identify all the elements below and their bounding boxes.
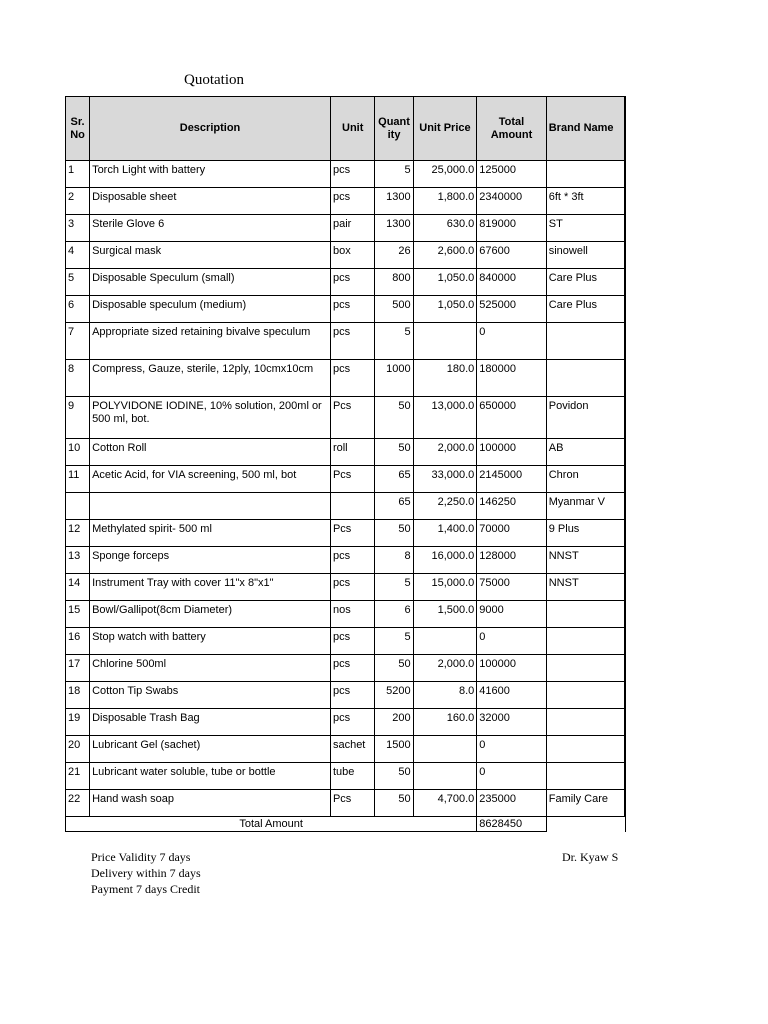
cell-unit: pair (330, 215, 375, 242)
cell-sr-no: 22 (66, 790, 90, 817)
cell-brand-name: ST (546, 215, 624, 242)
quotation-table (65, 96, 625, 832)
table-row (66, 215, 625, 242)
total-value: 8628450 (477, 817, 546, 832)
table-row (66, 439, 625, 466)
cell-unit: pcs (330, 628, 375, 655)
cell-unit: pcs (330, 574, 375, 601)
cell-description: Lubricant water soluble, tube or bottle (90, 763, 331, 790)
cell-quantity: 500 (375, 296, 413, 323)
cell-sr-no: 1 (66, 161, 90, 188)
cell-unit: box (330, 242, 375, 269)
cell-unit: Pcs (330, 520, 375, 547)
cell-sr-no: 15 (66, 601, 90, 628)
cell-sr-no: 17 (66, 655, 90, 682)
cell-unit-price: 1,500.0 (413, 601, 477, 628)
cell-brand-name: Care Plus (546, 296, 624, 323)
cell-unit-price: 16,000.0 (413, 547, 477, 574)
cell-total-amount: 32000 (477, 709, 546, 736)
cell-total-amount: 100000 (477, 439, 546, 466)
cell-description: Cotton Tip Swabs (90, 682, 331, 709)
cell-sr-no: 14 (66, 574, 90, 601)
cell-unit-price: 2,000.0 (413, 655, 477, 682)
cell-unit-price: 15,000.0 (413, 574, 477, 601)
cell-quantity: 8 (375, 547, 413, 574)
table-row (66, 763, 625, 790)
cell-description: Stop watch with battery (90, 628, 331, 655)
total-label: Total Amount (66, 817, 477, 832)
cell-brand-name: Care Plus (546, 269, 624, 296)
cell-unit-price: 1,400.0 (413, 520, 477, 547)
cell-unit: tube (330, 763, 375, 790)
cell-brand-name (546, 601, 624, 628)
cell-unit-price: 180.0 (413, 360, 477, 397)
cell-sr-no: 7 (66, 323, 90, 360)
cell-brand-name: AB (546, 439, 624, 466)
cell-unit-price (413, 736, 477, 763)
cell-description (90, 493, 331, 520)
cell-unit: pcs (330, 161, 375, 188)
table-row (66, 188, 625, 215)
cell-quantity: 5 (375, 628, 413, 655)
note-payment: Payment 7 days Credit (91, 882, 200, 896)
cell-total-amount: 9000 (477, 601, 546, 628)
cell-total-amount: 0 (477, 763, 546, 790)
note-price-validity: Price Validity 7 days (91, 850, 191, 864)
cell-quantity: 50 (375, 520, 413, 547)
cell-total-amount: 525000 (477, 296, 546, 323)
cell-unit-price (413, 628, 477, 655)
total-brand-empty (546, 817, 624, 832)
cell-total-amount: 650000 (477, 397, 546, 439)
cell-sr-no: 13 (66, 547, 90, 574)
table-row (66, 601, 625, 628)
table-row (66, 790, 625, 817)
cell-quantity: 50 (375, 439, 413, 466)
cell-description: Surgical mask (90, 242, 331, 269)
table-row (66, 655, 625, 682)
header-description: Description (90, 97, 331, 161)
cell-unit-price: 1,050.0 (413, 269, 477, 296)
header-brand-name: Brand Name (546, 97, 624, 161)
cell-total-amount: 146250 (477, 493, 546, 520)
cell-sr-no: 3 (66, 215, 90, 242)
header-unit-price: Unit Price (413, 97, 477, 161)
cell-description: Acetic Acid, for VIA screening, 500 ml, bot (90, 466, 331, 493)
cell-brand-name: Family Care (546, 790, 624, 817)
cell-unit: sachet (330, 736, 375, 763)
cell-unit-price: 8.0 (413, 682, 477, 709)
quotation-table-container (65, 96, 626, 832)
cell-brand-name (546, 655, 624, 682)
cell-description: Sterile Glove 6 (90, 215, 331, 242)
table-body (66, 161, 625, 817)
cell-total-amount: 0 (477, 323, 546, 360)
cell-brand-name: 9 Plus (546, 520, 624, 547)
cell-sr-no: 19 (66, 709, 90, 736)
cell-unit: Pcs (330, 790, 375, 817)
cell-brand-name (546, 360, 624, 397)
terms-notes (91, 849, 201, 897)
cell-total-amount: 0 (477, 736, 546, 763)
cell-total-amount: 2340000 (477, 188, 546, 215)
cell-unit-price: 2,000.0 (413, 439, 477, 466)
cell-total-amount: 180000 (477, 360, 546, 397)
cell-unit: pcs (330, 709, 375, 736)
cell-unit: pcs (330, 682, 375, 709)
header-sr-no: Sr. No (66, 97, 90, 161)
cell-sr-no (66, 493, 90, 520)
table-row (66, 574, 625, 601)
cell-quantity: 50 (375, 655, 413, 682)
cell-total-amount: 235000 (477, 790, 546, 817)
table-row (66, 736, 625, 763)
cell-brand-name (546, 763, 624, 790)
cell-total-amount: 100000 (477, 655, 546, 682)
cell-description: Sponge forceps (90, 547, 331, 574)
table-row (66, 628, 625, 655)
cell-description: Bowl/Gallipot(8cm Diameter) (90, 601, 331, 628)
cell-brand-name: NNST (546, 574, 624, 601)
cell-brand-name: sinowell (546, 242, 624, 269)
cell-brand-name (546, 709, 624, 736)
cell-description: Disposable sheet (90, 188, 331, 215)
cell-unit: pcs (330, 360, 375, 397)
cell-sr-no: 20 (66, 736, 90, 763)
cell-description: Instrument Tray with cover 11"x 8"x1" (90, 574, 331, 601)
cell-unit: pcs (330, 547, 375, 574)
cell-description: Torch Light with battery (90, 161, 331, 188)
table-row (66, 397, 625, 439)
cell-total-amount: 128000 (477, 547, 546, 574)
cell-brand-name: 6ft * 3ft (546, 188, 624, 215)
cell-brand-name (546, 628, 624, 655)
cell-quantity: 50 (375, 397, 413, 439)
cell-quantity: 50 (375, 763, 413, 790)
table-row (66, 296, 625, 323)
cell-description: Disposable speculum (medium) (90, 296, 331, 323)
cell-sr-no: 6 (66, 296, 90, 323)
cell-quantity: 5 (375, 574, 413, 601)
table-row (66, 709, 625, 736)
cell-total-amount: 75000 (477, 574, 546, 601)
cell-quantity: 65 (375, 493, 413, 520)
cell-unit: Pcs (330, 466, 375, 493)
cell-quantity: 1300 (375, 188, 413, 215)
header-total-amount: Total Amount (477, 97, 546, 161)
table-row (66, 493, 625, 520)
cell-unit: Pcs (330, 397, 375, 439)
signer-name: Dr. Kyaw S (562, 850, 619, 864)
cell-unit: nos (330, 601, 375, 628)
cell-description: Appropriate sized retaining bivalve speculum (90, 323, 331, 360)
header-unit: Unit (330, 97, 375, 161)
cell-sr-no: 11 (66, 466, 90, 493)
cell-sr-no: 4 (66, 242, 90, 269)
cell-sr-no: 5 (66, 269, 90, 296)
cell-sr-no: 9 (66, 397, 90, 439)
cell-total-amount: 67600 (477, 242, 546, 269)
total-row (66, 817, 625, 832)
table-row (66, 547, 625, 574)
cell-sr-no: 8 (66, 360, 90, 397)
cell-description: Disposable Speculum (small) (90, 269, 331, 296)
note-delivery: Delivery within 7 days (91, 866, 201, 880)
cell-brand-name (546, 682, 624, 709)
cell-description: Compress, Gauze, sterile, 12ply, 10cmx10cm (90, 360, 331, 397)
cell-unit-price: 630.0 (413, 215, 477, 242)
cell-unit: pcs (330, 188, 375, 215)
table-row (66, 466, 625, 493)
cell-quantity: 5 (375, 323, 413, 360)
cell-unit-price: 2,250.0 (413, 493, 477, 520)
cell-total-amount: 819000 (477, 215, 546, 242)
table-row (66, 242, 625, 269)
cell-brand-name: Myanmar V (546, 493, 624, 520)
cell-quantity: 1000 (375, 360, 413, 397)
cell-sr-no: 10 (66, 439, 90, 466)
cell-total-amount: 0 (477, 628, 546, 655)
cell-description: Chlorine 500ml (90, 655, 331, 682)
cell-unit: pcs (330, 323, 375, 360)
cell-sr-no: 21 (66, 763, 90, 790)
cell-total-amount: 41600 (477, 682, 546, 709)
cell-unit-price (413, 763, 477, 790)
cell-quantity: 5 (375, 161, 413, 188)
table-row (66, 682, 625, 709)
cell-unit-price: 2,600.0 (413, 242, 477, 269)
cell-brand-name: NNST (546, 547, 624, 574)
cell-sr-no: 12 (66, 520, 90, 547)
cell-description: Hand wash soap (90, 790, 331, 817)
cell-quantity: 50 (375, 790, 413, 817)
header-quantity: Quantity (375, 97, 413, 161)
cell-brand-name: Povidon (546, 397, 624, 439)
cell-brand-name (546, 736, 624, 763)
cell-total-amount: 70000 (477, 520, 546, 547)
cell-unit-price: 33,000.0 (413, 466, 477, 493)
table-row (66, 360, 625, 397)
cell-quantity: 800 (375, 269, 413, 296)
cell-unit-price: 160.0 (413, 709, 477, 736)
cell-quantity: 5200 (375, 682, 413, 709)
cell-unit: pcs (330, 269, 375, 296)
cell-quantity: 1300 (375, 215, 413, 242)
cell-description: Lubricant Gel (sachet) (90, 736, 331, 763)
cell-unit: roll (330, 439, 375, 466)
cell-quantity: 26 (375, 242, 413, 269)
cell-sr-no: 2 (66, 188, 90, 215)
cell-description: Methylated spirit- 500 ml (90, 520, 331, 547)
table-row (66, 520, 625, 547)
cell-description: Cotton Roll (90, 439, 331, 466)
cell-description: POLYVIDONE IODINE, 10% solution, 200ml or 500 ml, bot. (90, 397, 331, 439)
cell-sr-no: 18 (66, 682, 90, 709)
cell-unit-price: 25,000.0 (413, 161, 477, 188)
cell-quantity: 1500 (375, 736, 413, 763)
table-row (66, 323, 625, 360)
cell-description: Disposable Trash Bag (90, 709, 331, 736)
cell-unit-price (413, 323, 477, 360)
table-row (66, 161, 625, 188)
cell-unit: pcs (330, 655, 375, 682)
cell-unit (330, 493, 375, 520)
cell-sr-no: 16 (66, 628, 90, 655)
cell-unit-price: 13,000.0 (413, 397, 477, 439)
table-row (66, 269, 625, 296)
header-row (66, 97, 625, 161)
cell-total-amount: 125000 (477, 161, 546, 188)
cell-quantity: 65 (375, 466, 413, 493)
document-title: Quotation (184, 72, 244, 88)
cell-unit: pcs (330, 296, 375, 323)
cell-unit-price: 4,700.0 (413, 790, 477, 817)
cell-brand-name (546, 323, 624, 360)
cell-unit-price: 1,800.0 (413, 188, 477, 215)
cell-brand-name: Chron (546, 466, 624, 493)
cell-total-amount: 2145000 (477, 466, 546, 493)
cell-unit-price: 1,050.0 (413, 296, 477, 323)
cell-brand-name (546, 161, 624, 188)
cell-total-amount: 840000 (477, 269, 546, 296)
cell-quantity: 200 (375, 709, 413, 736)
cell-quantity: 6 (375, 601, 413, 628)
